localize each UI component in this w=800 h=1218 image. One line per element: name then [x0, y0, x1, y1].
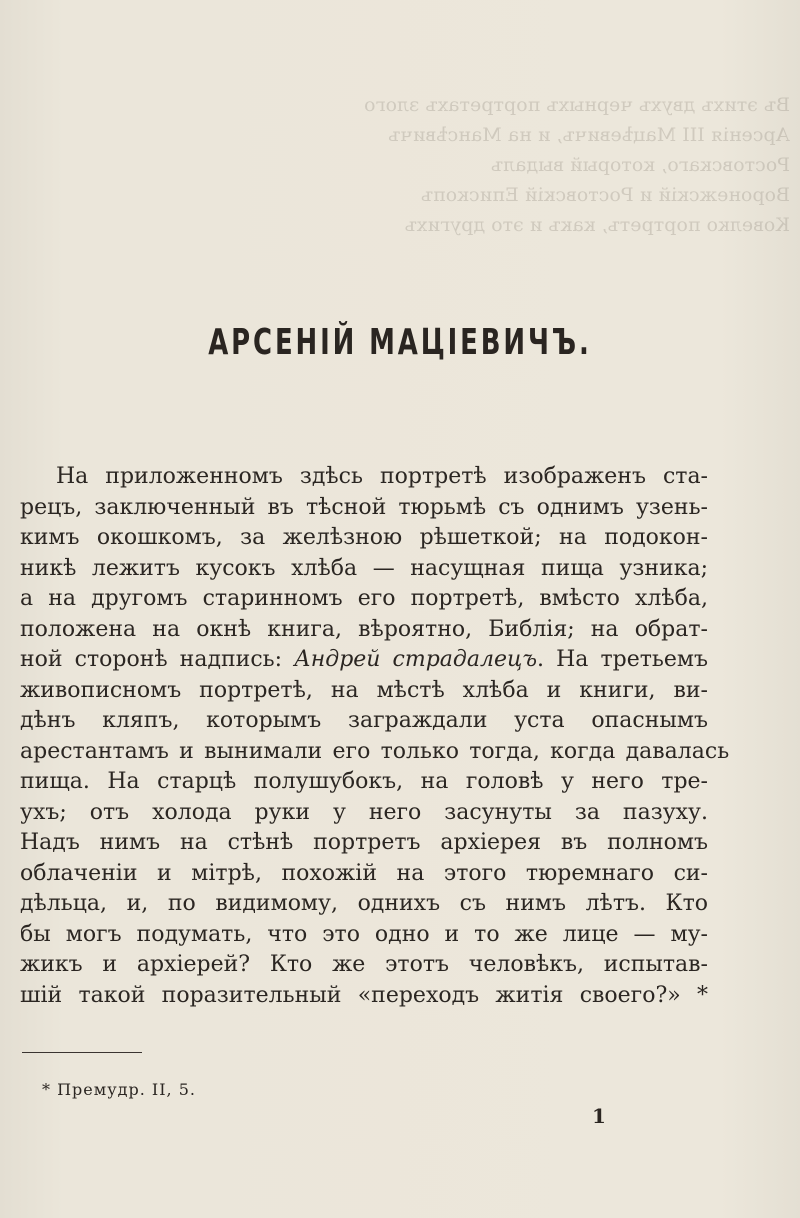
bleed-line: Арсенія III Мацѣевичъ, и на Мансѣвичъ: [388, 124, 790, 146]
text-line: ухъ; отъ холода руки у него засунуты за пазуху.: [20, 799, 708, 825]
text-line: арестантамъ и вынимали его только тогда, когда давалась: [20, 738, 730, 764]
text-line: дѣльца, и, по видимому, однихъ съ нимъ лѣтъ. Кто: [20, 891, 708, 916]
text-line: бы могъ подумать, что это одно и то же лице — му-: [20, 921, 708, 947]
text-line: облаченіи и мітрѣ, похожій на этого тюремнаго си-: [20, 860, 708, 886]
text-line: положена на окнѣ книга, вѣроятно, Библія; на обрат-: [20, 616, 708, 642]
page-number: 1: [592, 1104, 606, 1128]
italic-inscription: Андрей страдалецъ: [294, 647, 538, 672]
text-line: а на другомъ старинномъ его портретѣ, вмѣсто хлѣба,: [20, 586, 708, 611]
text-line: пища. На старцѣ полушубокъ, на головѣ у него тре-: [20, 769, 708, 794]
bleed-line: Ковелко портретъ, какъ и это другихъ: [404, 214, 790, 236]
text-line: живописномъ портретѣ, на мѣстѣ хлѣба и книги, ви-: [20, 677, 708, 703]
footnote: * Премудр. II, 5.: [42, 1080, 196, 1099]
text-line: жикъ и архіерей? Кто же этотъ человѣкъ, испытав-: [20, 952, 708, 977]
chapter-title: АРСЕНІЙ МАЦІЕВИЧЪ.: [208, 322, 592, 363]
bleed-through-text: [364, 90, 790, 320]
body-paragraph: [20, 462, 730, 1011]
footnote-divider: [22, 1052, 142, 1053]
text-line: кимъ окошкомъ, за желѣзною рѣшеткой; на подокон-: [20, 525, 708, 550]
text-line: рецъ, заключенный въ тѣсной тюрьмѣ съ однимъ узень-: [20, 494, 708, 520]
bleed-line: Воронежскій и Ростовскій Епископъ: [420, 184, 790, 206]
text-line: Надъ нимъ на стѣнѣ портретъ архіерея въ полномъ: [20, 830, 708, 855]
bleed-line: Ростовскаго, который выдалъ: [490, 154, 790, 176]
text-line: На приложенномъ здѣсь портретѣ изображенъ ста-: [56, 464, 708, 489]
bleed-line: Въ этихъ двухъ черныхъ портретахъ злого: [364, 94, 790, 116]
text-line: ной сторонѣ надпись: Андрей страдалецъ. На третьемъ: [20, 647, 708, 672]
text-line: никѣ лежитъ кусокъ хлѣба — насущная пища узника;: [20, 555, 708, 581]
text-line: шій такой поразительный «переходъ житія своего?» *: [20, 982, 708, 1008]
text-line: дѣнъ кляпъ, которымъ заграждали уста опаснымъ: [20, 708, 708, 733]
